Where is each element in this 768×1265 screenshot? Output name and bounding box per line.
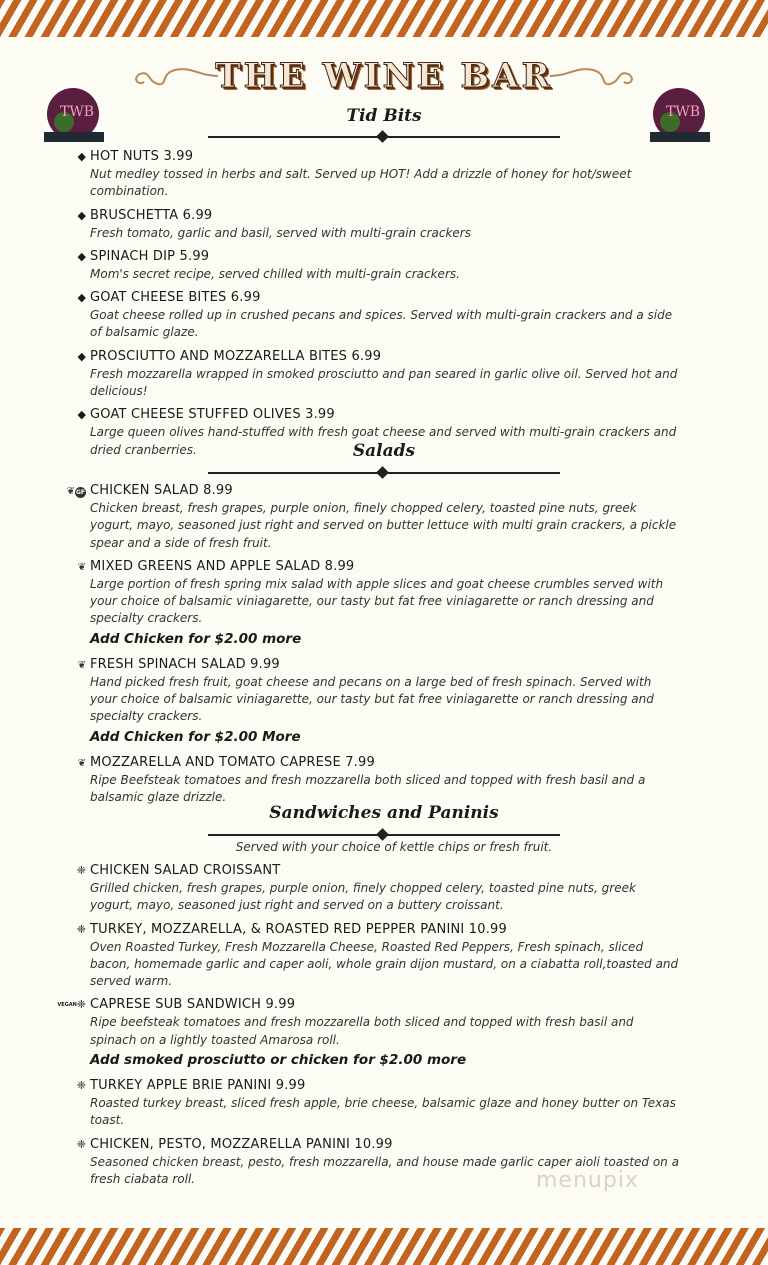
menu-item	[0, 207, 680, 242]
snowflake-bullet-icon: ❈	[76, 922, 86, 936]
item-name-price: MIXED GREENS AND APPLE SALAD 8.99	[90, 558, 355, 574]
top-stripe-border	[0, 0, 768, 37]
restaurant-title: THE WINE BAR	[215, 56, 553, 96]
leaf-icon: ❦	[77, 561, 86, 573]
section-salads	[0, 482, 768, 812]
menu-item	[0, 921, 680, 991]
item-description: Large portion of fresh spring mix salad with apple slices and goat cheese crumbles served with your choice of balsamic viniagarette, our tasty but fat free viniagarette or ranch dressing and specialty crackers.	[90, 576, 664, 626]
item-description: Seasoned chicken breast, pesto, fresh mozzarella, and house made garlic caper aioli toasted on a fresh ciabata roll.	[90, 1154, 679, 1186]
diamond-bullet-icon: ◆	[77, 408, 86, 422]
item-name-price: FRESH SPINACH SALAD 9.99	[90, 656, 280, 672]
divider	[208, 834, 560, 836]
item-name-price: GOAT CHEESE STUFFED OLIVES 3.99	[90, 407, 335, 423]
snowflake-bullet-icon: ❈	[76, 1079, 86, 1093]
item-name-price: CHICKEN SALAD CROISSANT	[90, 863, 281, 878]
item-description: Ripe beefsteak tomatoes and fresh mozzarella both sliced and topped with fresh basil and spinach on a lightly toasted Amarosa roll.	[90, 1015, 634, 1047]
item-name-price: TURKEY APPLE BRIE PANINI 9.99	[90, 1078, 306, 1094]
item-name-price: HOT NUTS 3.99	[90, 149, 194, 164]
menu-item	[0, 1077, 680, 1130]
snowflake-bullet-icon: VEGAN❈	[57, 998, 86, 1012]
menu-item	[0, 148, 680, 201]
item-description: Oven Roasted Turkey, Fresh Mozzarella Cheese, Roasted Red Peppers, Fresh spinach, sliced bacon, homemade garlic and caper aoli, whole grain dijon mustard, on a ciabatta roll,toasted and served warm.	[90, 939, 679, 989]
item-addon-note: Add Chicken for $2.00 More	[90, 728, 301, 745]
item-description: Ripe Beefsteak tomatoes and fresh mozzarella both sliced and topped with fresh basil and a balsamic glaze drizzle.	[90, 772, 646, 804]
diamond-bullet-icon: ◆	[77, 349, 86, 363]
item-description: Hand picked fresh fruit, goat cheese and pecans on a large bed of fresh spinach. Served with your choice of balsamic viniagarette, our tasty but fat free viniagarette or ranch dressing and specialty crackers.	[90, 674, 654, 724]
svg-text:TWB: TWB	[60, 104, 95, 120]
section-heading-tid-bits: Tid Bits	[346, 106, 422, 126]
section-heading-salads: Salads	[352, 441, 416, 461]
section-sandwiches	[0, 840, 768, 1194]
diamond-bullet-icon: ◆	[77, 249, 86, 263]
diamond-bullet-icon: ◆	[77, 291, 86, 305]
menu-item	[0, 348, 680, 401]
diamond-bullet-icon: ◆	[77, 208, 86, 222]
diamond-bullet-icon: ◆	[77, 150, 86, 163]
item-name-price: CHICKEN, PESTO, MOZZARELLA PANINI 10.99	[90, 1136, 393, 1152]
menu-item	[0, 656, 680, 748]
item-name-price: GOAT CHEESE BITES 6.99	[90, 290, 261, 306]
item-name-price: CAPRESE SUB SANDWICH 9.99	[90, 997, 296, 1013]
item-description: Goat cheese rolled up in crushed pecans and spices. Served with multi-grain crackers and a side of balsamic glaze.	[90, 308, 673, 340]
menu-item	[0, 248, 680, 283]
menu-item	[0, 754, 680, 807]
leaf-icon: ❦	[77, 659, 86, 671]
leaf-icon: ❦	[77, 757, 86, 769]
snowflake-bullet-icon: ❈	[76, 1137, 86, 1151]
bottom-stripe-border	[0, 1228, 768, 1265]
menu-item	[0, 996, 680, 1071]
item-name-price: BRUSCHETTA 6.99	[90, 207, 213, 223]
section-subtitle: Served with your choice of kettle chips or fresh fruit.	[235, 840, 553, 854]
watermark: menupix	[536, 1168, 639, 1193]
menu-item	[0, 862, 680, 915]
section-tid-bits	[0, 148, 768, 465]
item-addon-note: Add Chicken for $2.00 more	[90, 630, 302, 647]
item-description: Nut medley tossed in herbs and salt. Served up HOT! Add a drizzle of honey for hot/sweet combination.	[90, 167, 632, 199]
item-description: Fresh mozzarella wrapped in smoked prosciutto and pan seared in garlic olive oil. Served hot and delicious!	[90, 366, 678, 399]
item-name-price: CHICKEN SALAD 8.99	[90, 483, 233, 498]
snowflake-bullet-icon: ❈	[76, 864, 86, 877]
item-description: Mom's secret recipe, served chilled with multi-grain crackers.	[90, 266, 460, 281]
menu-item	[0, 289, 680, 342]
divider	[208, 472, 560, 474]
item-description: Roasted turkey breast, sliced fresh apple, brie cheese, balsamic glaze and honey butter on Texas toast.	[90, 1096, 676, 1128]
item-name-price: TURKEY, MOZZARELLA, & ROASTED RED PEPPER PANINI 10.99	[90, 921, 507, 937]
item-description: Chicken breast, fresh grapes, purple onion, finely chopped celery, toasted pine nuts, greek yogurt, mayo, seasoned just right and served on butter lettuce with multi grain crackers, a pickle spear and a side of fresh fruit.	[90, 501, 677, 550]
leaf-icon: ❦GF	[66, 486, 86, 497]
item-name-price: PROSCIUTTO AND MOZZARELLA BITES 6.99	[90, 348, 382, 364]
item-description: Grilled chicken, fresh grapes, purple onion, finely chopped celery, toasted pine nuts, greek yogurt, mayo, seasoned just right and served on a buttery croissant.	[90, 881, 636, 913]
item-addon-note: Add smoked prosciutto or chicken for $2.00 more	[90, 1052, 467, 1069]
item-name-price: MOZZARELLA AND TOMATO CAPRESE 7.99	[90, 754, 375, 770]
svg-text:TWB: TWB	[666, 104, 701, 120]
divider	[208, 136, 560, 138]
item-name-price: SPINACH DIP 5.99	[90, 248, 210, 264]
item-description: Fresh tomato, garlic and basil, served with multi-grain crackers	[90, 225, 471, 240]
item-description: Large queen olives hand-stuffed with fresh goat cheese and served with multi-grain crackers and dried cranberries.	[90, 425, 677, 457]
menu-item	[0, 482, 680, 552]
section-heading-sandwiches: Sandwiches and Paninis	[269, 803, 499, 823]
menu-item	[0, 558, 680, 650]
